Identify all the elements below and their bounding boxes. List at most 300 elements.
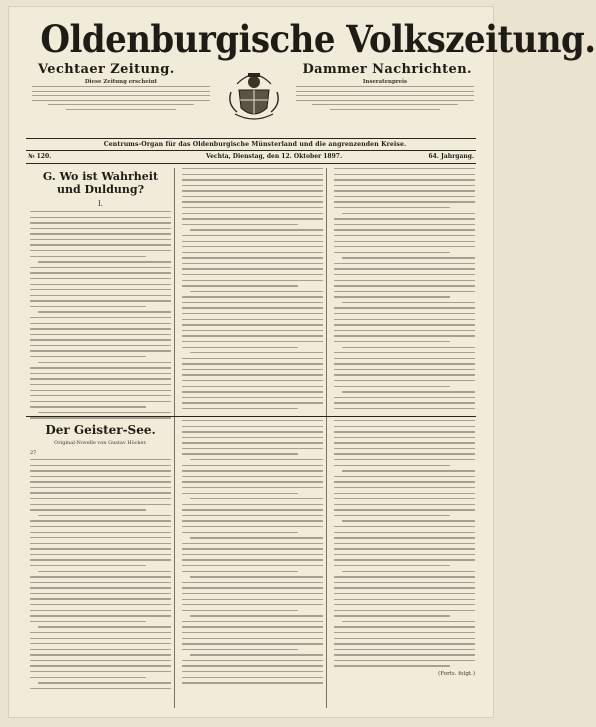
text-line — [182, 241, 323, 242]
text-line — [182, 196, 323, 197]
text-line — [182, 374, 323, 375]
dateline — [26, 152, 476, 162]
text-line — [334, 604, 475, 605]
text-line — [182, 274, 323, 275]
text-line — [30, 688, 171, 689]
text-line — [30, 582, 171, 583]
text-line — [334, 431, 475, 432]
text-line — [182, 671, 323, 672]
text-line — [182, 257, 323, 258]
text-line — [190, 352, 323, 353]
text-line — [334, 402, 475, 403]
text-line — [334, 285, 475, 286]
text-line — [30, 395, 171, 396]
subtitle-dammer: Dammer Nachrichten. — [302, 62, 472, 77]
text-line — [334, 426, 475, 427]
text-line — [30, 295, 171, 296]
text-line — [334, 335, 475, 336]
text-line — [30, 289, 171, 290]
text-line — [30, 267, 171, 268]
text-line — [334, 565, 450, 566]
header-rule-middle — [26, 150, 476, 151]
text-line — [30, 250, 171, 251]
text-line — [334, 268, 475, 269]
text-line — [182, 246, 323, 247]
column-divider — [326, 168, 327, 708]
text-line — [182, 185, 323, 186]
text-line — [30, 649, 171, 650]
text-line — [30, 317, 171, 318]
text-line — [182, 509, 323, 510]
text-line — [182, 347, 298, 348]
text-line — [182, 330, 323, 331]
text-line — [182, 582, 323, 583]
text-line — [30, 671, 171, 672]
text-line — [334, 626, 475, 627]
text-line — [182, 386, 323, 387]
text-line — [30, 284, 171, 285]
text-line — [334, 190, 475, 191]
text-line — [334, 453, 475, 454]
text-line — [30, 632, 171, 633]
text-line — [334, 374, 475, 375]
text-line — [190, 498, 323, 499]
text-line — [30, 356, 146, 357]
text-line — [30, 638, 171, 639]
text-line — [334, 532, 475, 533]
text-line — [334, 201, 475, 202]
text-line — [30, 350, 171, 351]
text-line — [334, 168, 475, 169]
text-line — [30, 548, 171, 549]
issue-number: № 120. — [28, 153, 52, 160]
text-line — [182, 263, 323, 264]
subscription-info-head: Diese Zeitung erscheint — [84, 79, 158, 85]
text-line — [334, 448, 475, 449]
text-line — [182, 476, 323, 477]
text-line — [30, 593, 171, 594]
text-line — [334, 543, 475, 544]
organ-line: Centrums-Organ für das Oldenburgische Münsterland und die angrenzenden Kreise. — [103, 141, 407, 148]
text-line — [334, 526, 475, 527]
text-line — [182, 660, 323, 661]
text-line — [182, 621, 323, 622]
text-line — [190, 459, 323, 460]
text-line — [30, 610, 171, 611]
text-line — [30, 576, 171, 577]
text-line — [182, 470, 323, 471]
text-line — [182, 296, 323, 297]
text-line — [182, 335, 323, 336]
header-rule-bottom — [26, 163, 476, 164]
text-line — [182, 235, 323, 236]
text-line — [30, 587, 171, 588]
text-line — [182, 201, 323, 202]
text-line — [182, 632, 323, 633]
text-line — [182, 453, 298, 454]
text-line — [30, 465, 171, 466]
advertising-info-head: Inseratenpreis — [362, 79, 408, 85]
text-line — [182, 587, 323, 588]
text-line — [190, 291, 323, 292]
text-line — [334, 559, 475, 560]
text-line — [334, 548, 475, 549]
text-line — [182, 207, 323, 208]
article-body — [182, 168, 323, 409]
text-line — [334, 649, 475, 650]
text-line — [334, 582, 475, 583]
text-line — [334, 274, 475, 275]
text-line — [30, 643, 171, 644]
text-line — [334, 380, 475, 381]
text-line — [182, 643, 323, 644]
text-line — [334, 638, 475, 639]
article-continuation — [182, 168, 323, 414]
text-line — [334, 643, 475, 644]
feuilleton-continuation — [182, 420, 323, 710]
leading-article — [30, 168, 171, 414]
text-line — [334, 291, 475, 292]
text-line — [30, 256, 146, 257]
text-line — [182, 358, 323, 359]
text-line — [182, 369, 323, 370]
text-line — [182, 341, 323, 342]
text-line — [334, 235, 475, 236]
text-line — [182, 677, 323, 678]
text-line — [334, 632, 475, 633]
text-line — [182, 610, 298, 611]
text-line — [334, 252, 450, 253]
text-line — [30, 615, 171, 616]
text-line — [334, 263, 475, 264]
text-line — [30, 526, 171, 527]
text-line — [30, 239, 171, 240]
text-line — [334, 324, 475, 325]
text-line — [182, 174, 323, 175]
text-line — [334, 665, 450, 666]
text-line — [334, 660, 475, 661]
text-line — [182, 565, 323, 566]
text-line — [334, 174, 475, 175]
text-line — [30, 604, 171, 605]
feuilleton-body — [334, 420, 475, 667]
text-line — [182, 515, 323, 516]
text-line — [334, 363, 475, 364]
text-line — [30, 654, 171, 655]
text-line — [334, 224, 475, 225]
text-line — [182, 363, 323, 364]
text-line — [30, 345, 171, 346]
text-line — [182, 426, 323, 427]
text-line — [182, 543, 323, 544]
text-line — [30, 509, 146, 510]
text-line — [334, 358, 475, 359]
text-line — [182, 268, 323, 269]
text-line — [30, 598, 171, 599]
text-line — [334, 615, 450, 616]
issue-date: Vechta, Dienstag, den 12. Oktober 1897. — [206, 153, 343, 160]
news-body — [334, 168, 475, 409]
text-line — [30, 390, 171, 391]
text-line — [182, 213, 323, 214]
text-line — [30, 665, 171, 666]
text-line — [182, 302, 323, 303]
text-line — [182, 487, 323, 488]
text-line — [182, 307, 323, 308]
subscription-info-text — [32, 86, 210, 110]
text-line — [30, 487, 171, 488]
text-line — [182, 397, 323, 398]
text-line — [182, 526, 323, 527]
text-line — [30, 565, 146, 566]
text-line — [334, 386, 450, 387]
text-line — [334, 330, 475, 331]
text-line — [342, 520, 475, 521]
news-column — [334, 168, 475, 414]
text-line — [30, 498, 171, 499]
text-line — [190, 576, 323, 577]
text-line — [30, 406, 146, 407]
text-line — [182, 380, 323, 381]
text-line — [182, 493, 298, 494]
masthead-title: Oldenburgische Volkszeitung. — [40, 17, 596, 61]
text-line — [30, 476, 171, 477]
header-rule-top — [26, 138, 476, 139]
text-line — [182, 391, 323, 392]
text-line — [30, 554, 171, 555]
feuilleton-subtitle: Original-Novelle von Gustav Höcker. — [54, 440, 147, 446]
text-line — [334, 319, 475, 320]
subtitle-vechtaer: Vechtaer Zeitung. — [38, 62, 175, 77]
feuilleton-body — [182, 420, 323, 684]
feuilleton-number: 27 — [30, 450, 37, 456]
text-line — [334, 296, 450, 297]
text-line — [38, 626, 171, 627]
text-line — [334, 313, 475, 314]
text-line — [182, 224, 298, 225]
text-line — [334, 504, 475, 505]
text-line — [334, 476, 475, 477]
text-line — [334, 218, 475, 219]
text-line — [30, 660, 171, 661]
text-line — [30, 278, 171, 279]
text-line — [190, 615, 323, 616]
column-divider — [174, 168, 175, 708]
text-line — [182, 599, 323, 600]
text-line — [30, 532, 171, 533]
text-line — [30, 677, 146, 678]
text-line — [30, 272, 171, 273]
feuilleton-closing: (Forts. folgt.) — [438, 671, 475, 678]
text-line — [342, 302, 475, 303]
text-line — [30, 222, 171, 223]
text-line — [182, 604, 323, 605]
text-line — [30, 559, 171, 560]
text-line — [182, 554, 323, 555]
text-line — [38, 682, 171, 683]
text-line — [342, 347, 475, 348]
text-line — [182, 649, 298, 650]
text-line — [182, 179, 323, 180]
text-line — [182, 313, 323, 314]
text-line — [334, 509, 475, 510]
text-line — [30, 459, 171, 460]
text-line — [334, 554, 475, 555]
text-line — [38, 362, 171, 363]
text-line — [334, 599, 475, 600]
text-line — [342, 621, 475, 622]
coat-of-arms-icon — [227, 64, 281, 122]
text-line — [334, 515, 450, 516]
text-line — [334, 246, 475, 247]
text-line — [30, 373, 171, 374]
text-line — [182, 504, 323, 505]
text-line — [182, 190, 323, 191]
feuilleton-divider — [26, 416, 476, 417]
feuilleton-title: Der Geister-See. — [45, 423, 156, 437]
text-line — [334, 498, 475, 499]
text-line — [30, 306, 146, 307]
text-line — [30, 621, 146, 622]
advertising-info — [296, 79, 474, 110]
text-line — [334, 397, 475, 398]
article-part: I. — [98, 200, 103, 208]
text-line — [334, 280, 475, 281]
text-line — [334, 481, 475, 482]
text-line — [182, 252, 323, 253]
text-line — [342, 213, 475, 214]
text-line — [30, 492, 171, 493]
text-line — [30, 520, 171, 521]
text-line — [190, 229, 323, 230]
text-line — [30, 470, 171, 471]
advertising-info-text — [296, 86, 474, 110]
feuilleton-body — [30, 459, 171, 689]
volume-year: 64. Jahrgang. — [428, 153, 474, 160]
article-body — [30, 211, 171, 419]
text-line — [30, 481, 171, 482]
text-line — [334, 654, 475, 655]
text-line — [30, 228, 171, 229]
text-line — [334, 493, 475, 494]
text-line — [30, 417, 171, 418]
text-line — [334, 341, 450, 342]
text-line — [190, 654, 323, 655]
text-line — [182, 218, 323, 219]
text-line — [334, 307, 475, 308]
text-line — [334, 442, 475, 443]
feuilleton-continuation — [334, 420, 475, 710]
text-line — [30, 300, 171, 301]
text-line — [334, 465, 450, 466]
text-line — [30, 328, 171, 329]
text-line — [30, 504, 171, 505]
text-line — [334, 537, 475, 538]
text-line — [334, 185, 475, 186]
text-line — [182, 465, 323, 466]
text-line — [30, 323, 171, 324]
text-line — [182, 420, 323, 421]
text-line — [182, 481, 323, 482]
text-line — [182, 431, 323, 432]
text-line — [334, 179, 475, 180]
text-line — [334, 207, 450, 208]
text-line — [182, 319, 323, 320]
text-line — [182, 638, 323, 639]
text-line — [182, 665, 323, 666]
text-line — [182, 559, 323, 560]
text-line — [182, 442, 323, 443]
text-line — [30, 244, 171, 245]
text-line — [334, 459, 475, 460]
text-line — [38, 571, 171, 572]
text-line — [342, 257, 475, 258]
text-line — [30, 339, 171, 340]
newspaper-page — [8, 6, 596, 718]
text-line — [182, 593, 323, 594]
text-line — [38, 311, 171, 312]
text-line — [182, 168, 323, 169]
text-line — [30, 401, 171, 402]
subscription-info — [32, 79, 210, 110]
text-line — [334, 241, 475, 242]
text-line — [334, 369, 475, 370]
text-line — [30, 334, 171, 335]
text-line — [334, 576, 475, 577]
text-line — [30, 211, 171, 212]
text-line — [38, 515, 171, 516]
text-line — [30, 543, 171, 544]
article-title: G. Wo ist Wahrheit und Duldung? — [42, 170, 159, 196]
text-line — [30, 367, 171, 368]
text-line — [30, 233, 171, 234]
text-line — [38, 261, 171, 262]
text-line — [182, 402, 323, 403]
text-line — [334, 610, 475, 611]
text-line — [334, 420, 475, 421]
text-line — [182, 285, 298, 286]
text-line — [30, 537, 171, 538]
text-line — [334, 587, 475, 588]
text-line — [334, 229, 475, 230]
text-line — [334, 437, 475, 438]
feuilleton — [30, 420, 171, 710]
text-line — [30, 217, 171, 218]
text-line — [182, 571, 298, 572]
text-line — [342, 391, 475, 392]
text-line — [182, 280, 323, 281]
text-line — [182, 520, 323, 521]
text-line — [182, 448, 323, 449]
text-line — [38, 412, 171, 413]
text-line — [190, 537, 323, 538]
text-line — [30, 384, 171, 385]
text-line — [182, 437, 323, 438]
text-line — [30, 378, 171, 379]
text-line — [334, 487, 475, 488]
text-line — [182, 626, 323, 627]
text-line — [342, 470, 475, 471]
text-line — [182, 682, 323, 683]
text-line — [342, 571, 475, 572]
text-line — [182, 532, 298, 533]
text-line — [182, 324, 323, 325]
text-line — [334, 352, 475, 353]
text-line — [334, 408, 475, 409]
text-line — [182, 548, 323, 549]
text-line — [334, 593, 475, 594]
text-line — [182, 408, 298, 409]
